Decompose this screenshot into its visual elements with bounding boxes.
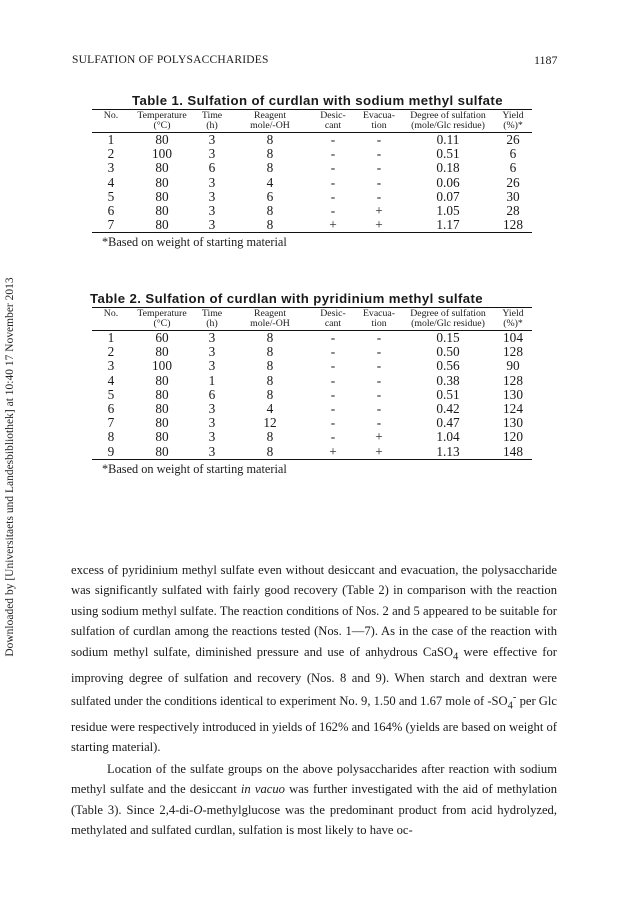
table-2-caption: Table 2. Sulfation of curdlan with pyridinium methyl sulfate: [90, 291, 484, 306]
table-cell: 80: [155, 386, 169, 402]
table-cell: 1: [107, 132, 115, 147]
table-cell: 4: [107, 174, 115, 190]
t2-header-cell: Reagent: [230, 308, 310, 320]
table-cell: 8: [266, 203, 274, 219]
table-cell: 8: [230, 445, 310, 460]
table-cell: 100: [152, 146, 172, 162]
table-cell: 3: [208, 146, 216, 162]
table-cell: 80: [155, 401, 169, 417]
table-row: [92, 359, 532, 373]
table-cell: 80: [155, 344, 169, 360]
paragraph-1-text-a: excess of pyridinium methyl sulfate even without desiccant and evacuation, the polysaccharide was significantly sulfated with fairly good recovery (Table 2) in comparison with the reaction using sodium methyl sulfate. The reaction conditions of Nos. 2 and 5 appeared to be suitable for sulfation of curdlan among the reactions tested (Nos. 1—7). As in the case of the reaction with sodium methyl sulfate, diminished pressure and use of anhydrous CaSO: [71, 563, 557, 659]
table-cell: 80: [130, 218, 194, 233]
table-cell: 100: [152, 358, 172, 374]
t1-header-cell: (mole/Glc residue): [402, 121, 494, 133]
table-cell: -: [330, 330, 336, 345]
table-cell: 3: [208, 174, 216, 190]
table-cell: 7: [107, 415, 115, 431]
table-1-header: [92, 110, 532, 133]
table-cell: 80: [155, 174, 169, 190]
table-cell: 3: [194, 218, 230, 233]
table-cell: -: [330, 358, 336, 374]
table-cell: 5: [107, 386, 115, 402]
table-cell: 6: [208, 386, 216, 402]
table-cell: -: [376, 386, 382, 402]
table-cell: 128: [503, 344, 523, 360]
paragraph-2-text-b: was further investigated with the aid of methylation (Table 3). Since 2,4-di-: [71, 782, 558, 817]
table-cell: -: [376, 401, 382, 417]
table-cell: 7: [92, 218, 130, 233]
table-cell: 0.50: [436, 344, 460, 360]
table-cell: -: [330, 203, 336, 219]
table-cell: 1: [107, 330, 115, 345]
t2-header-cell: Evacua-: [356, 308, 402, 320]
table-cell: 1.17: [402, 218, 494, 233]
t2-header-cell: (mole/Glc residue): [402, 319, 494, 331]
table-row: [92, 161, 532, 175]
table-cell: 3: [208, 415, 216, 431]
table-cell: 6: [509, 146, 517, 162]
table-cell: -: [330, 160, 336, 176]
paragraph-2-text-a: Location of the sulfate groups on the above polysaccharides after reaction with sodium methyl sulfate and the desiccant: [71, 761, 557, 797]
table-cell: 60: [155, 330, 169, 345]
table-cell: 0.15: [436, 330, 460, 345]
table-cell: 148: [494, 445, 532, 460]
table-2-header: [92, 308, 532, 331]
table-cell: 1: [208, 372, 216, 388]
table-cell: -: [330, 132, 336, 147]
table-cell: -: [376, 415, 382, 431]
t1-header-cell: Evacua-: [356, 110, 402, 122]
subscript-4: 4: [453, 651, 459, 663]
t1-header-cell: Yield: [494, 110, 532, 122]
table-row: [92, 176, 532, 190]
table-cell: 8: [107, 429, 115, 445]
table-cell: 3: [208, 132, 216, 147]
table-cell: 12: [263, 415, 277, 431]
table-cell: 8: [266, 358, 274, 374]
table-cell: 1.13: [402, 445, 494, 460]
table-cell: 128: [503, 372, 523, 388]
table-row: [92, 133, 532, 148]
table-cell: 80: [155, 429, 169, 445]
table-cell: 8: [266, 132, 274, 147]
table-1-footnote: *Based on weight of starting material: [102, 235, 287, 250]
table-1-caption: Table 1. Sulfation of curdlan with sodium methyl sulfate: [132, 93, 503, 108]
table-cell: 6: [107, 401, 115, 417]
table-cell: 1.05: [436, 203, 460, 219]
table-cell: 124: [503, 401, 523, 417]
table-cell: 3: [208, 429, 216, 445]
table-cell: -: [330, 344, 336, 360]
table-row: [92, 374, 532, 388]
table-cell: 9: [92, 445, 130, 460]
table-cell: -: [376, 188, 382, 204]
t2-header-cell: (°C): [130, 319, 194, 331]
table-cell: 26: [506, 174, 520, 190]
table-row: [92, 190, 532, 204]
o-italic: O: [193, 802, 203, 817]
table-cell: 28: [506, 203, 520, 219]
table-cell: 120: [503, 429, 523, 445]
table-1-grid: [92, 109, 532, 233]
table-cell: 3: [107, 358, 115, 374]
paragraph-1: [71, 560, 557, 758]
table-cell: 2: [107, 146, 115, 162]
t2-header-cell: (%)*: [494, 319, 532, 331]
table-cell: 90: [506, 358, 520, 374]
table-cell: 6: [266, 188, 274, 204]
table-row: [92, 388, 532, 402]
table-cell: +: [310, 445, 356, 460]
t1-header-cell: mole/-OH: [230, 121, 310, 133]
t2-header-cell: (h): [194, 319, 230, 331]
table-cell: 130: [503, 386, 523, 402]
t1-header-cell: Temperature: [130, 110, 194, 122]
table-cell: 8: [230, 218, 310, 233]
table-cell: 3: [208, 330, 216, 345]
table-cell: -: [330, 386, 336, 402]
table-cell: 80: [155, 203, 169, 219]
table-cell: 4: [266, 174, 274, 190]
table-row: [92, 445, 532, 460]
table-cell: 128: [494, 218, 532, 233]
table-cell: 3: [208, 401, 216, 417]
table-cell: 3: [107, 160, 115, 176]
sulfate-charge: -: [512, 691, 517, 703]
t1-header-cell: [92, 121, 130, 133]
table-cell: 8: [266, 429, 274, 445]
t2-header-cell: No.: [92, 308, 130, 320]
table-1-body: [92, 133, 532, 233]
table-cell: 6: [107, 203, 115, 219]
running-head: SULFATION OF POLYSACCHARIDES: [72, 54, 269, 66]
table-cell: 8: [266, 330, 274, 345]
table-cell: -: [330, 372, 336, 388]
table-cell: 0.56: [436, 358, 460, 374]
paragraph-2-text-c: -methylglucose was the predominant product from acid hydrolyzed, methylated and sulfated curdlan, sulfation is most likely to have oc-: [71, 802, 557, 838]
table-cell: 0.18: [436, 160, 460, 176]
table-1: [92, 93, 532, 250]
t1-header-cell: (°C): [130, 121, 194, 133]
table-cell: 3: [194, 445, 230, 460]
table-cell: 0.47: [436, 415, 460, 431]
table-cell: 4: [107, 372, 115, 388]
t1-header-cell: Time: [194, 110, 230, 122]
t2-header-cell: mole/-OH: [230, 319, 310, 331]
page-number: 1187: [534, 53, 558, 67]
table-cell: 3: [208, 358, 216, 374]
table-cell: -: [330, 146, 336, 162]
download-watermark: [2, 232, 18, 702]
table-cell: 1.04: [436, 429, 460, 445]
table-row: [92, 416, 532, 430]
t2-header-cell: cant: [310, 319, 356, 331]
table-cell: +: [356, 445, 402, 460]
t1-header-cell: cant: [310, 121, 356, 133]
paragraph-1-text-b: were effective for improving degree of sulfation and recovery (Nos. 8 and 9). When starch and dextran were sulfated under the conditions identical to experiment No. 9, 1.50 and 1.67 mole of -SO: [71, 644, 557, 709]
t2-header-cell: Temperature: [130, 308, 194, 320]
table-cell: -: [330, 401, 336, 417]
table-cell: 80: [155, 160, 169, 176]
table-cell: 8: [266, 386, 274, 402]
table-row: [92, 402, 532, 416]
t2-header-cell: Time: [194, 308, 230, 320]
t1-header-cell: Desic-: [310, 110, 356, 122]
table-cell: 80: [155, 132, 169, 147]
table-cell: 0.42: [436, 401, 460, 417]
table-cell: -: [376, 132, 382, 147]
t1-header-cell: tion: [356, 121, 402, 133]
table-cell: -: [376, 160, 382, 176]
t1-header-cell: Degree of sulfation: [402, 110, 494, 122]
paragraph-1-text-c: per Glc residue were respectively introduced in yields of 162% and 164% (yields are based on weight of starting material).: [71, 694, 557, 755]
table-cell: 80: [155, 372, 169, 388]
table-cell: 8: [266, 344, 274, 360]
table-cell: 80: [155, 188, 169, 204]
paragraph-2: [71, 759, 557, 841]
table-cell: -: [376, 358, 382, 374]
table-cell: +: [375, 429, 383, 445]
table-cell: -: [330, 174, 336, 190]
table-cell: -: [330, 429, 336, 445]
t1-header-cell: (%)*: [494, 121, 532, 133]
table-cell: +: [375, 203, 383, 219]
t2-header-cell: Degree of sulfation: [402, 308, 494, 320]
table-cell: 0.51: [436, 146, 460, 162]
table-cell: -: [376, 330, 382, 345]
table-cell: 0.51: [436, 386, 460, 402]
table-row: [92, 430, 532, 444]
table-row: [92, 331, 532, 346]
table-cell: 6: [509, 160, 517, 176]
table-cell: 8: [266, 160, 274, 176]
table-cell: +: [310, 218, 356, 233]
table-cell: -: [376, 174, 382, 190]
table-row: [92, 147, 532, 161]
table-cell: 0.07: [436, 188, 460, 204]
sulfate-subscript: 4: [507, 700, 513, 712]
table-row: [92, 345, 532, 359]
table-cell: 80: [130, 445, 194, 460]
table-cell: 0.06: [436, 174, 460, 190]
t2-header-cell: Yield: [494, 308, 532, 320]
table-2-grid: [92, 307, 532, 460]
t2-header-cell: [92, 319, 130, 331]
table-cell: 6: [208, 160, 216, 176]
table-row: [92, 204, 532, 218]
table-cell: -: [376, 146, 382, 162]
table-cell: 0.38: [436, 372, 460, 388]
t2-header-cell: tion: [356, 319, 402, 331]
download-watermark-text: Downloaded by [Universitaets und Landesbibliothek] at 10:40 17 November 2013: [4, 277, 16, 657]
table-cell: 30: [506, 188, 520, 204]
table-2-body: [92, 331, 532, 460]
table-cell: +: [356, 218, 402, 233]
table-cell: 104: [503, 330, 523, 345]
table-cell: -: [376, 372, 382, 388]
table-cell: 80: [155, 415, 169, 431]
t2-header-cell: Desic-: [310, 308, 356, 320]
table-cell: 26: [506, 132, 520, 147]
table-cell: -: [330, 188, 336, 204]
table-cell: -: [330, 415, 336, 431]
table-cell: 3: [208, 203, 216, 219]
table-2-footnote: *Based on weight of starting material: [102, 461, 287, 476]
table-row: [92, 218, 532, 233]
table-cell: 8: [266, 372, 274, 388]
table-cell: 3: [208, 344, 216, 360]
table-2: [92, 291, 532, 477]
table-cell: 5: [107, 188, 115, 204]
table-cell: 4: [266, 401, 274, 417]
t1-header-cell: Reagent: [230, 110, 310, 122]
table-cell: 130: [503, 415, 523, 431]
t1-header-cell: No.: [92, 110, 130, 122]
in-vacuo-italic: in vacuo: [240, 782, 285, 797]
t1-header-cell: (h): [194, 121, 230, 133]
table-cell: 8: [266, 146, 274, 162]
body-text: [71, 560, 557, 841]
table-cell: -: [376, 344, 382, 360]
table-cell: 2: [107, 344, 115, 360]
table-cell: 3: [208, 188, 216, 204]
table-cell: 0.11: [436, 132, 460, 147]
